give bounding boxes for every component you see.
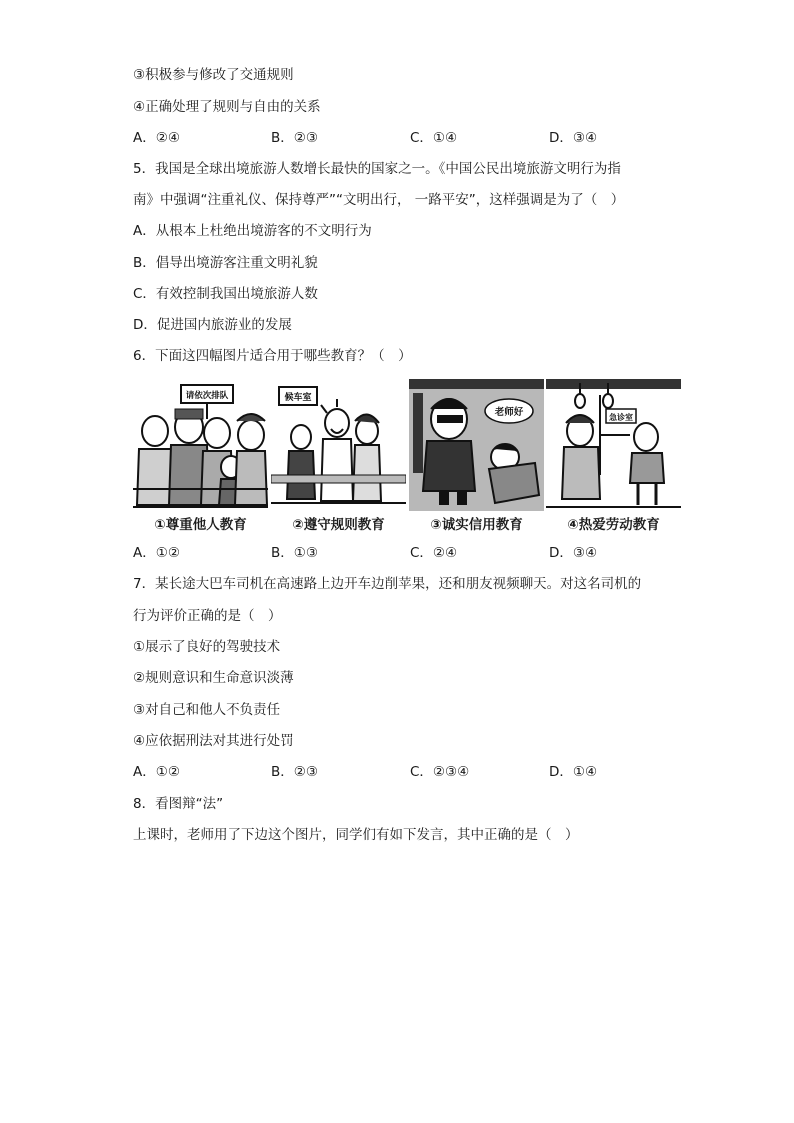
queue-sign-text: 请依次排队 <box>185 391 229 401</box>
q7-option-a[interactable]: A．①② <box>133 764 180 780</box>
q5-option-b[interactable]: B．倡导出境游客注重文明礼貌 <box>133 255 318 271</box>
emergency-sign-text: 急诊室 <box>609 413 633 422</box>
q4-option-a[interactable]: A．②④ <box>133 130 180 146</box>
q6-option-b[interactable]: B．①③ <box>271 545 318 561</box>
q7-option-c[interactable]: C．②③④ <box>410 764 470 780</box>
q7-option-b[interactable]: B．②③ <box>271 764 318 780</box>
comic-panel-queue <box>133 379 268 511</box>
comic-caption-2: ②遵守规则教育 <box>292 517 385 533</box>
q7-statement-3: ③对自己和他人不负责任 <box>133 702 281 718</box>
q7-statement-2: ②规则意识和生命意识淡薄 <box>133 670 294 686</box>
q5-option-a[interactable]: A．从根本上杜绝出境游客的不文明行为 <box>133 223 372 239</box>
q8-stem: 8．看图辩“法” <box>133 796 224 812</box>
q7-statement-4: ④应依据刑法对其进行处罚 <box>133 733 294 749</box>
comic-caption-4: ④热爱劳动教育 <box>567 517 660 533</box>
q6-stem: 6．下面这四幅图片适合用于哪些教育？（ ） <box>133 348 412 364</box>
comic-strip <box>133 379 681 535</box>
q7-stem-line2: 行为评价正确的是（ ） <box>133 608 282 624</box>
q6-option-c[interactable]: C．②④ <box>410 545 458 561</box>
q5-stem-line1: 5．我国是全球出境旅游人数增长最快的国家之一。《中国公民出境旅游文明行为指 <box>133 161 621 177</box>
q5-stem-line2: 南》中强调“注重礼仪、保持尊严”“文明出行， 一路平安”，这样强调是为了（ ） <box>133 192 625 208</box>
comic-caption-1: ①尊重他人教育 <box>154 517 247 533</box>
greeting-bubble-text: 老师好 <box>494 407 524 418</box>
comic-panel-greeting-teacher <box>409 379 544 511</box>
q5-option-d[interactable]: D．促进国内旅游业的发展 <box>133 317 292 333</box>
q6-options <box>133 544 673 562</box>
q4-options <box>133 129 673 147</box>
statement-4: ④正确处理了规则与自由的关系 <box>133 99 321 115</box>
q4-option-c[interactable]: C．①④ <box>410 130 458 146</box>
q7-option-d[interactable]: D．①④ <box>549 764 598 780</box>
comic-panel-waiting-room <box>271 379 406 511</box>
statement-3: ③积极参与修改了交通规则 <box>133 67 294 83</box>
q7-stem-line1: 7．某长途大巴车司机在高速路上边开车边削苹果，还和朋友视频聊天。对这名司机的 <box>133 576 642 592</box>
q4-option-d[interactable]: D．③④ <box>549 130 598 146</box>
q8-stem-line2: 上课时，老师用了下边这个图片，同学们有如下发言，其中正确的是（ ） <box>133 827 579 843</box>
q7-statement-1: ①展示了良好的驾驶技术 <box>133 639 281 655</box>
q6-option-d[interactable]: D．③④ <box>549 545 598 561</box>
waiting-room-sign-text: 候车室 <box>284 393 312 403</box>
q6-option-a[interactable]: A．①② <box>133 545 180 561</box>
q7-options <box>133 763 673 781</box>
q4-option-b[interactable]: B．②③ <box>271 130 318 146</box>
comic-caption-3: ③诚实信用教育 <box>430 517 523 533</box>
q5-option-c[interactable]: C．有效控制我国出境旅游人数 <box>133 286 318 302</box>
comic-panel-emergency-room <box>546 379 681 511</box>
